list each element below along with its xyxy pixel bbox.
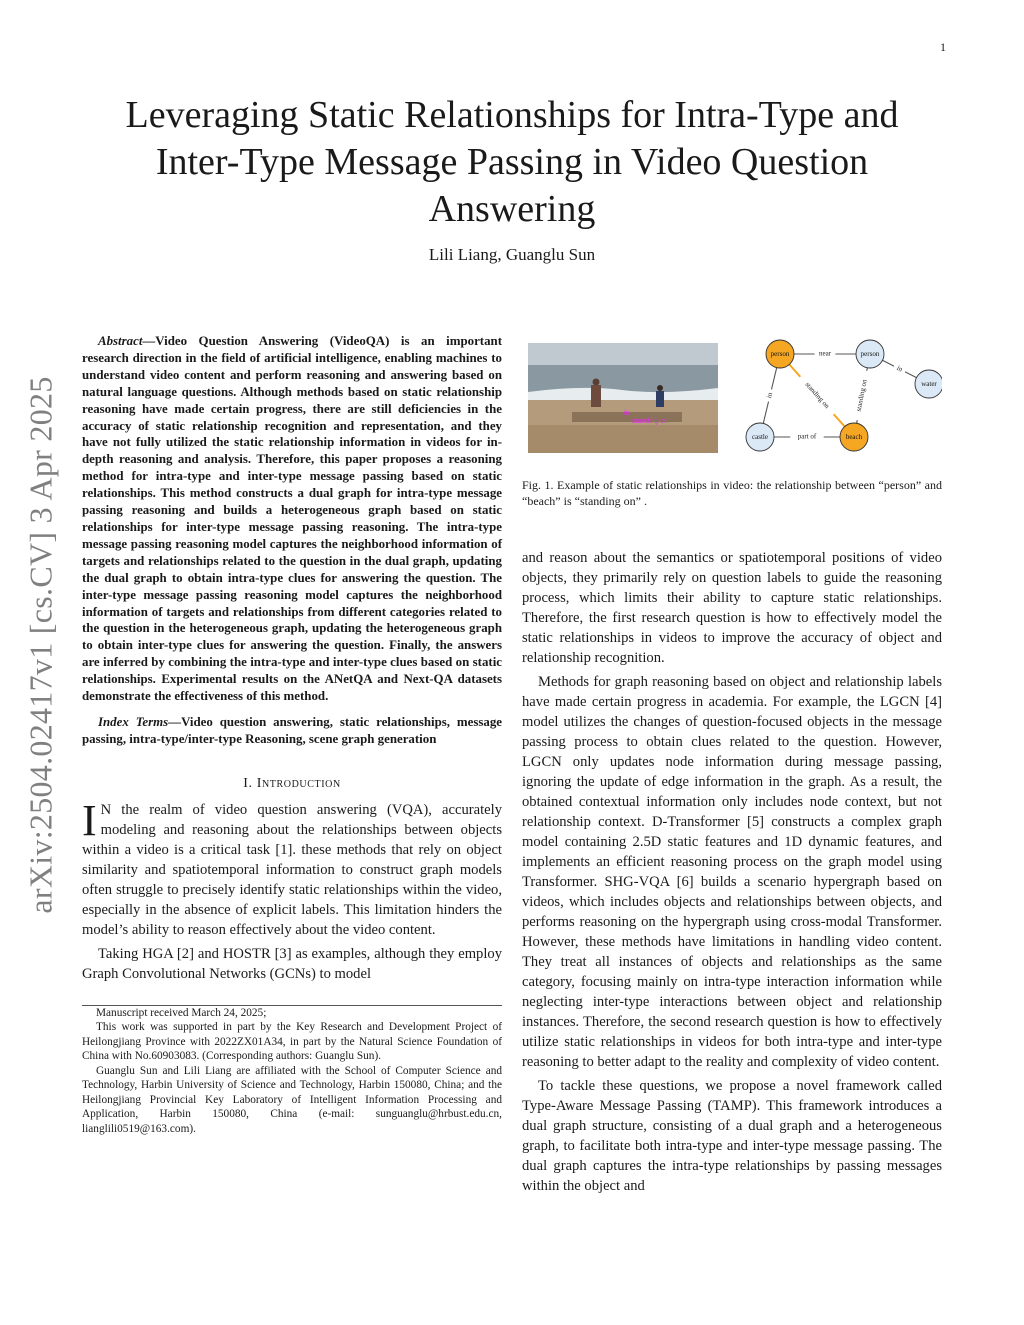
svg-text:in: in bbox=[624, 410, 630, 417]
graph-edge-label: in bbox=[765, 391, 775, 399]
dropcap-letter: I bbox=[82, 795, 97, 845]
right-column bbox=[522, 548, 942, 1196]
intro-paragraph-1 bbox=[82, 795, 502, 940]
abstract-label: Abstract bbox=[98, 334, 143, 348]
graph-node-label: castle bbox=[752, 433, 768, 442]
figure-1-svg bbox=[522, 330, 942, 470]
index-terms-text: —Video question answering, static relationships, message passing, intra-type/inter-type Reasoning, scene graph generation bbox=[82, 714, 502, 746]
graph-node-label: water bbox=[921, 380, 937, 389]
section-heading bbox=[82, 776, 502, 792]
figure-1 bbox=[522, 330, 942, 470]
scene-graph bbox=[746, 340, 942, 451]
intro-paragraph-2: Taking HGA [2] and HOSTR [3] as examples, although they employ Graph Convolutional Networks (GCNs) to model bbox=[82, 945, 502, 982]
right-paragraph-3: To tackle these questions, we propose a novel framework called Type-Aware Message Passing (TAMP). This framework introduces a dual graph structure, consisting of a dual graph and a heterogeneous graph, to facilitate both intra-type and inter-type message passing. The dual graph captures the intra-type relationships by passing messages within the object and bbox=[522, 1078, 942, 1194]
index-terms-label: Index Terms bbox=[98, 714, 169, 729]
graph-node-label: person bbox=[770, 350, 790, 359]
page-number: 1 bbox=[940, 40, 946, 54]
section-number: I. bbox=[243, 775, 253, 791]
svg-text:standing on: standing on bbox=[632, 418, 669, 425]
arxiv-stamp-text: arXiv:2504.02417v1 [cs.CV] 3 Apr 2025 bbox=[22, 376, 59, 914]
graph-edge-label: part of bbox=[797, 432, 817, 441]
right-paragraph-2: Methods for graph reasoning based on object and relationship labels have made certain progress in academia. For example, the LGCN [4] model utilizes the changes of question-focused objects in the message passing process to obtain clues related to the question. However, LGCN only updates node information during message passing, ignoring the update of edge information in the graph. As a result, the obtained contextual information only includes node context, but not relationship context. D-Transformer [5] constructs a complex graph model containing 2.5D static features and 1D dynamic features, and implements an efficient reasoning process on the graph model using Transformer. SHG-VQA [6] builds a scenario hypergraph based on videos, which includes objects and relationships between objects, and performs reasoning on the hypergraph using cross-modal Transformer. However, these methods have limitations in handling video content. They treat all instances of objects and relationships as the same category, focusing mainly on intra-type interaction information while neglecting inter-type interactions between object and relationship instances. Therefore, the second research question is how to effectively utilize static relationships in videos for both intra-type and inter-type reasoning to better adapt to the reality and complexity of video content. bbox=[522, 674, 942, 1070]
graph-edge-label: standing on bbox=[803, 380, 832, 411]
graph-edge-label: standing on bbox=[854, 378, 869, 413]
video-frames bbox=[528, 343, 718, 453]
left-column bbox=[82, 333, 502, 1136]
author-list: Lili Liang, Guanglu Sun bbox=[428, 245, 596, 264]
right-paragraph-1: and reason about the semantics or spatiotemporal positions of video objects, they primarily rely on question labels to guide the reasoning process, which limits their ability to capture static relationships. Therefore, the first research question is how to effectively model the static relationships in videos to improve the accuracy of object and relationship recognition. bbox=[522, 550, 942, 666]
section-title: Introduction bbox=[256, 775, 341, 791]
graph-edge-label: near bbox=[818, 349, 832, 358]
paper-title: Leveraging Static Relationships for Intra-Type and Inter-Type Message Passing in Video Question Answering bbox=[125, 94, 899, 230]
graph-node-label: beach bbox=[845, 433, 863, 442]
intro-p1-text: N the realm of video question answering (VQA), accurately modeling and reasoning about the relationships between objects within a video is a critical task [1]. these methods that rely on object similarity and spatiotemporal information to construct graph models often struggle to precisely identify static relationships within the video, especially in the absence of explicit labels. This limitation hinders the model’s ability to reason effectively about the video content. bbox=[82, 801, 502, 938]
graph-edge-label: in bbox=[895, 363, 904, 374]
arxiv-stamp bbox=[14, 365, 68, 925]
abstract-text: —Video Question Answering (VideoQA) is an important research direction in the field of artificial intelligence, enabling machines to understand video content and perform reasoning and answering based on natural language questions. Although methods based on static relationship reasoning have made certain progress, there are still deficiencies in the accuracy of static relationship recognition and representation, and they have not fully utilized the static relationship information in videos for in-depth reasoning and analysis. Therefore, this paper proposes a reasoning method for intra-type and inter-type message passing based on static relationships. This method constructs a dual graph for intra-type message passing reasoning and builds a heterogeneous graph based on static relationships for inter-type message passing reasoning. The intra-type message passing reasoning model captures the neighborhood information of targets and relationships related to the question in the dual graph, updating the dual graph to obtain intra-type clues for answering the question. The inter-type message passing reasoning model captures the neighborhood information of targets and relationships from different categories related to the question in the heterogeneous graph, updating the heterogeneous graph to obtain inter-type clues for answering the question. Finally, the answers are inferred by combining the intra-type and inter-type clues based on static relationships. Experimental results on the ANetQA and Next-QA datasets demonstrate the effectiveness of this method. bbox=[82, 334, 502, 704]
index-terms bbox=[82, 714, 502, 748]
footnote-received: Manuscript received March 24, 2025; bbox=[96, 1006, 267, 1019]
graph-node-label: person bbox=[860, 350, 880, 359]
footnote-funding: This work was supported in part by the Key Research and Development Project of Heilongjiang Province with 2022ZX01A34, in part by the Natural Science Foundation of China with No.60903083. (Corresponding authors: Guanglu Sun). bbox=[82, 1021, 502, 1063]
footnote-affiliation: Guanglu Sun and Lili Liang are affiliated with the School of Computer Science and Technology, Harbin University of Science and Technology, Harbin 150080, China; and the Heilongjiang Provincial Key Laboratory of Intelligent Information Processing and Application, Harbin 150080, China (e-mail: sunguanglu@hrbust.edu.cn, lianglili0519@163.com). bbox=[82, 1064, 502, 1135]
abstract bbox=[82, 333, 502, 705]
figure-caption: Fig. 1. Example of static relationships in video: the relationship between “person” and “beach” is “standing on” . bbox=[522, 478, 942, 508]
